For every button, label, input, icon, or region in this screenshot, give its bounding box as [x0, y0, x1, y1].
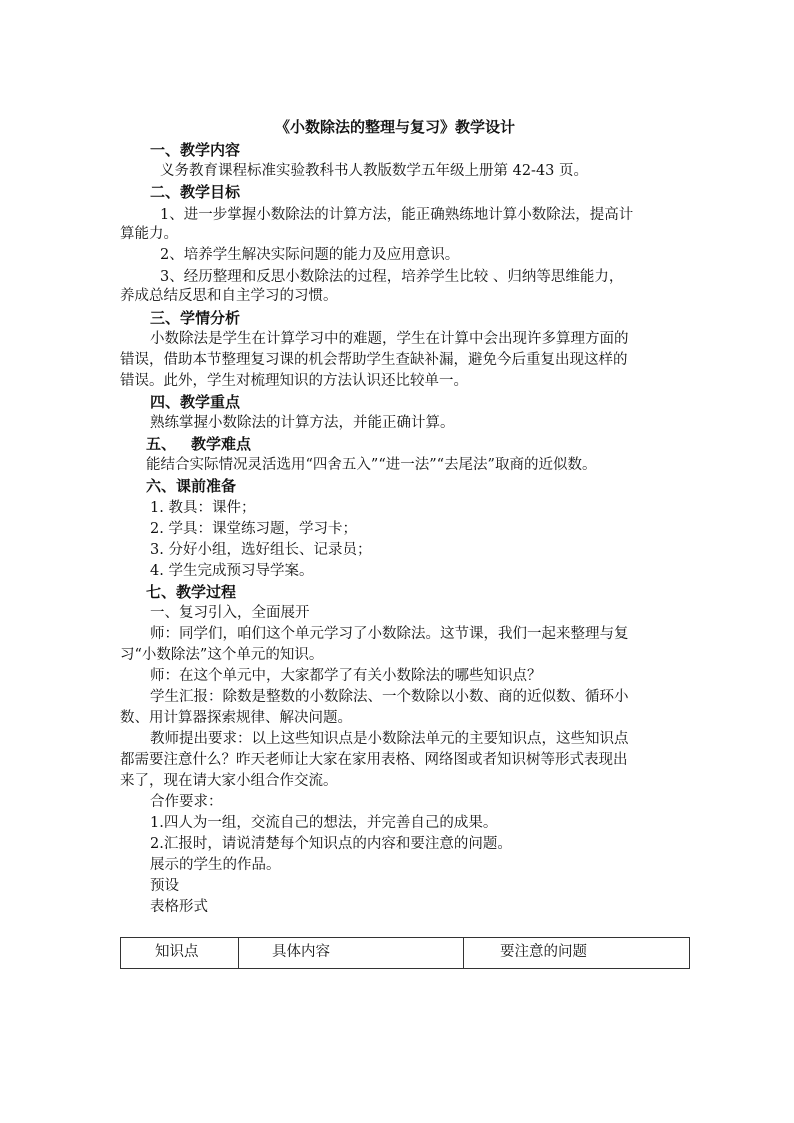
list-item: 1. 教具：课件； — [150, 500, 256, 516]
section-heading-difficulty: 教学难点 — [191, 435, 252, 453]
paragraph: 学生汇报：除数是整数的小数除法、一个数除以小数、商的近似数、循环小 — [150, 689, 629, 705]
knowledge-table — [120, 937, 690, 969]
paragraph: 3、经历整理和反思小数除法的过程，培养学生比较 、归纳等思维能力， — [160, 269, 624, 285]
paragraph: 错误，借助本节整理复习课的机会帮助学生查缺补漏，避免今后重复出现这样的 — [120, 352, 628, 368]
paragraph: 算能力。 — [120, 226, 178, 242]
paragraph: 能结合实际情况灵活选用“四舍五入”“进一法”“去尾法”取商的近似数。 — [146, 457, 597, 473]
paragraph: 教师提出要求：以上这些知识点是小数除法单元的主要知识点，这些知识点 — [150, 731, 629, 747]
list-item: 2. 学具：课堂练习题，学习卡； — [150, 521, 357, 537]
table-header-cell — [464, 938, 690, 969]
paragraph: 熟练掌握小数除法的计算方法，并能正确计算。 — [150, 415, 455, 431]
paragraph: 师：同学们，咱们这个单元学习了小数除法。这节课，我们一起来整理与复 — [150, 626, 629, 642]
paragraph: 一、复习引入，全面展开 — [150, 605, 310, 621]
paragraph: 合作要求： — [150, 794, 223, 810]
section-heading-analysis: 三、学情分析 — [150, 309, 241, 327]
list-item: 3. 分好小组，选好组长、记录员； — [150, 542, 372, 558]
paragraph: 错误。此外，学生对梳理知识的方法认识还比较单一。 — [120, 373, 468, 389]
section-heading-content: 一、教学内容 — [150, 141, 241, 159]
paragraph: 义务教育课程标准实验教科书人教版数学五年级上册第 42-43 页。 — [160, 163, 589, 179]
list-item: 4. 学生完成预习导学案。 — [150, 563, 314, 579]
table-header-row — [121, 938, 690, 969]
section-heading-goals: 二、教学目标 — [150, 183, 241, 201]
paragraph: 来了，现在请大家小组合作交流。 — [120, 773, 338, 789]
paragraph: 养成总结反思和自主学习的习惯。 — [120, 288, 338, 304]
paragraph: 习“小数除法”这个单元的知识。 — [120, 647, 324, 663]
document-title: 《小数除法的整理与复习》教学设计 — [275, 118, 516, 136]
table-header-knowledge-point: 知识点 — [155, 944, 199, 960]
table-header-notes: 要注意的问题 — [500, 944, 587, 960]
paragraph: 1、进一步掌握小数除法的计算方法，能正确熟练地计算小数除法，提高计 — [160, 207, 634, 223]
paragraph: 表格形式 — [150, 899, 208, 915]
paragraph: 2.汇报时，请说清楚每个知识点的内容和要注意的问题。 — [150, 836, 512, 852]
section-heading-key-points: 四、教学重点 — [150, 393, 241, 411]
paragraph: 1.四人为一组，交流自己的想法，并完善自己的成果。 — [150, 815, 498, 831]
paragraph: 小数除法是学生在计算学习中的难题，学生在计算中会出现许多算理方面的 — [150, 331, 629, 347]
section-number: 五、 — [146, 435, 177, 453]
paragraph: 展示的学生的作品。 — [150, 857, 281, 873]
section-heading-process: 七、教学过程 — [146, 583, 237, 601]
section-heading-preparation: 六、课前准备 — [146, 477, 237, 495]
paragraph: 都需要注意什么？昨天老师让大家在家用表格、网络图或者知识树等形式表现出 — [120, 752, 628, 768]
paragraph: 数、用计算器探索规律、解决问题。 — [120, 710, 352, 726]
table-header-cell — [121, 938, 239, 969]
paragraph: 预设 — [150, 878, 179, 894]
paragraph: 师：在这个单元中，大家都学了有关小数除法的哪些知识点？ — [150, 668, 542, 684]
table-header-cell — [239, 938, 464, 969]
paragraph: 2、培养学生解决实际问题的能力及应用意识。 — [160, 247, 460, 263]
table-header-content: 具体内容 — [272, 944, 330, 960]
